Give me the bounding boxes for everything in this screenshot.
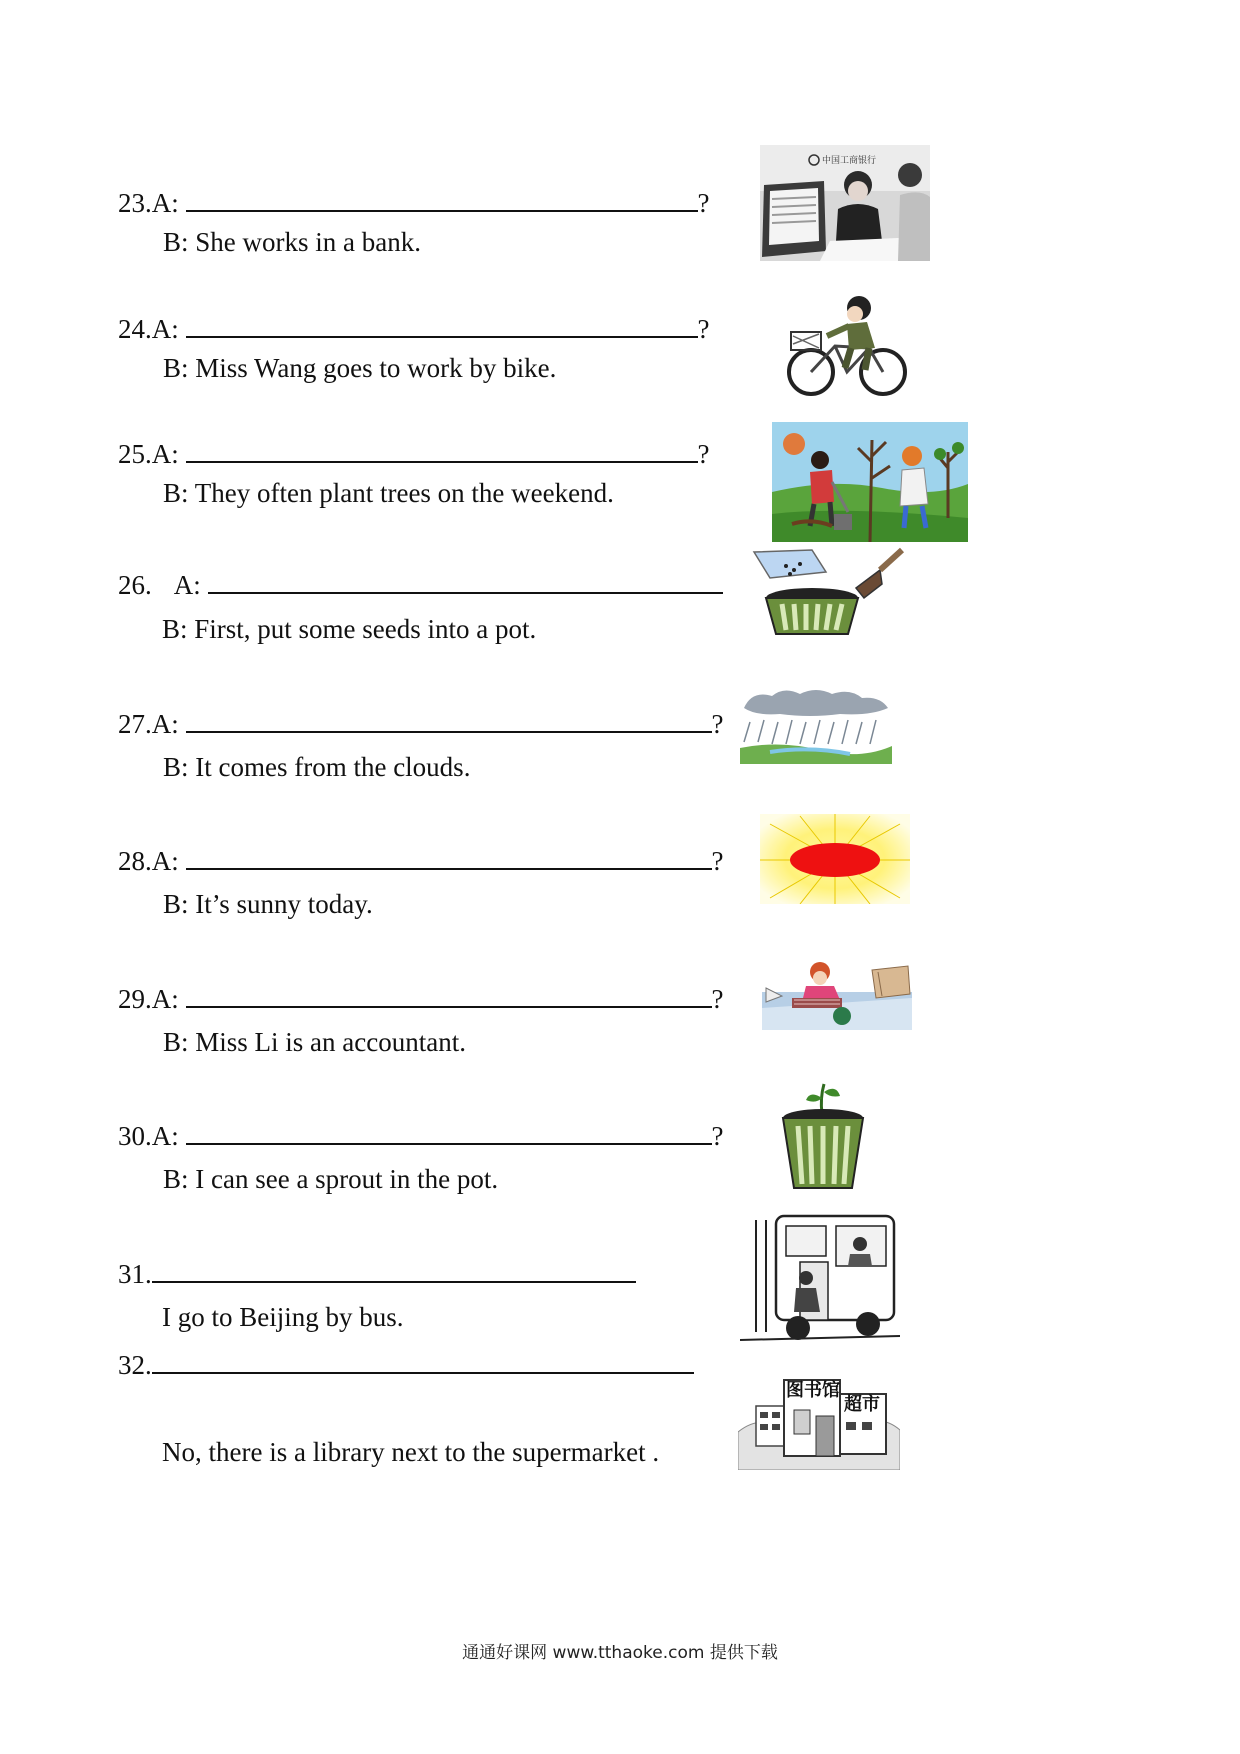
library-supermarket-picture (738, 1360, 900, 1470)
rain-clouds-picture (740, 686, 892, 764)
sprout-in-pot-picture (778, 1080, 868, 1192)
question-25 (118, 435, 709, 470)
sun-picture (760, 814, 910, 904)
question-number: 30.A: (118, 1121, 179, 1151)
answer-blank[interactable] (186, 184, 698, 212)
bank-teller-picture (760, 145, 930, 261)
answer-blank[interactable] (152, 1346, 694, 1374)
answer-32: No, there is a library next to the supermarket . (162, 1437, 660, 1467)
question-mark: ? (697, 188, 710, 218)
question-number: 23.A: (118, 188, 179, 218)
answer-23: B: She works in a bank. (163, 227, 421, 257)
question-29 (118, 980, 723, 1015)
question-number: 29.A: (118, 984, 179, 1014)
question-mark: ? (711, 984, 724, 1014)
answer-blank[interactable] (208, 566, 723, 594)
answer-28: B: It’s sunny today. (163, 889, 373, 919)
question-number: 32. (118, 1350, 152, 1380)
question-mark: ? (711, 1121, 724, 1151)
answer-blank[interactable] (186, 435, 698, 463)
question-31 (118, 1255, 636, 1290)
question-mark: ? (711, 709, 724, 739)
question-27 (118, 705, 723, 740)
answer-30: B: I can see a sprout in the pot. (163, 1164, 499, 1194)
woman-on-bike-picture (785, 292, 910, 400)
accountant-picture (762, 958, 912, 1030)
question-number: 31. (118, 1259, 152, 1289)
question-24 (118, 310, 709, 345)
page-footer: 通通好课网 www.tthaoke.com 提供下载 (462, 1643, 778, 1663)
seeds-and-pot-picture (742, 544, 912, 644)
question-number: 27.A: (118, 709, 179, 739)
supermarket-sign-text: 超市 (844, 1394, 880, 1415)
answer-25: B: They often plant trees on the weekend. (163, 478, 614, 508)
answer-27: B: It comes from the clouds. (163, 752, 471, 782)
answer-26: B: First, put some seeds into a pot. (162, 614, 537, 644)
question-mark: ? (697, 439, 710, 469)
answer-31: I go to Beijing by bus. (162, 1302, 404, 1332)
answer-29: B: Miss Li is an accountant. (163, 1027, 466, 1057)
question-number: 25.A: (118, 439, 179, 469)
question-32 (118, 1346, 694, 1381)
question-26 (118, 566, 723, 601)
answer-blank[interactable] (186, 705, 712, 733)
question-30 (118, 1117, 723, 1152)
answer-blank[interactable] (186, 980, 712, 1008)
answer-blank[interactable] (186, 1117, 712, 1145)
question-label: A: (173, 570, 201, 600)
answer-blank[interactable] (186, 842, 712, 870)
answer-blank[interactable] (152, 1255, 636, 1283)
question-number: 24.A: (118, 314, 179, 344)
question-28 (118, 842, 723, 877)
question-number: 28.A: (118, 846, 179, 876)
bus-picture (740, 1212, 900, 1344)
question-23 (118, 184, 709, 219)
library-sign-text: 图书馆 (786, 1380, 840, 1401)
bank-sign-text: 中国工商银行 (822, 156, 877, 166)
question-mark: ? (711, 846, 724, 876)
children-planting-trees-picture (772, 422, 968, 542)
answer-24: B: Miss Wang goes to work by bike. (163, 353, 557, 383)
question-mark: ? (697, 314, 710, 344)
answer-blank[interactable] (186, 310, 698, 338)
question-number: 26. (118, 570, 152, 600)
